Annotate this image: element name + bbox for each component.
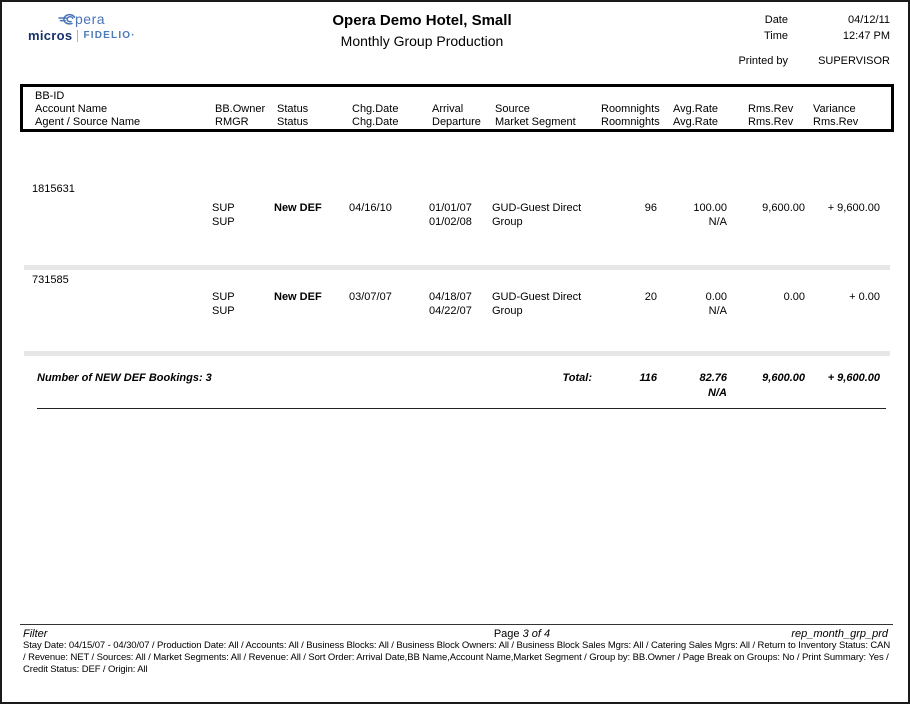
status-value: New DEF	[274, 291, 322, 303]
report-subtitle: Monthly Group Production	[340, 33, 504, 49]
fidelio-wordmark: FIDELIO·	[83, 30, 136, 41]
col-rms-rev-2: Rms.Rev	[748, 116, 794, 128]
col-status: Status	[277, 103, 309, 115]
col-rmgr: RMGR	[215, 116, 249, 128]
title-block	[142, 12, 702, 49]
total-roomnights: 116	[639, 372, 657, 384]
total-avg-rate-na: N/A	[708, 387, 727, 399]
col-avg-rate: Avg.Rate	[673, 103, 719, 115]
chg-date-value: 03/07/07	[349, 291, 392, 303]
variance-value: + 9,600.00	[827, 202, 880, 214]
col-roomnights-2: Roomnights	[601, 116, 660, 128]
col-chg-date: Chg.Date	[352, 103, 399, 115]
page-number	[382, 628, 662, 640]
report-meta	[682, 14, 890, 67]
footer-rule	[20, 624, 893, 625]
bookings-count-text: Number of NEW DEF Bookings: 3	[37, 372, 212, 384]
col-variance-rms-rev: Rms.Rev	[813, 116, 859, 128]
printed-by-label: Printed by	[738, 55, 788, 67]
date-value: 04/12/11	[847, 14, 890, 26]
booking-row-line2	[32, 216, 880, 229]
rms-rev-value: 9,600.00	[762, 202, 805, 214]
page-value: 3 of 4	[522, 628, 551, 640]
booking-row	[32, 291, 880, 304]
summary-separator-bar	[24, 351, 890, 356]
col-market-segment: Market Segment	[495, 116, 576, 128]
total-avg-rate: 82.76	[699, 372, 727, 384]
avg-rate-na: N/A	[708, 305, 727, 317]
date-time-block	[682, 14, 890, 42]
logo-divider	[77, 30, 78, 42]
col-roomnights: Roomnights	[601, 103, 660, 115]
bb-id-value: 731585	[32, 274, 69, 286]
col-rms-rev: Rms.Rev	[748, 103, 794, 115]
summary-row	[32, 372, 880, 385]
opera-logo	[58, 11, 136, 27]
chg-date-value: 04/16/10	[349, 202, 392, 214]
market-segment-value: Group	[492, 305, 523, 317]
col-bb-id: BB-ID	[35, 90, 65, 102]
report-title: Opera Demo Hotel, Small	[332, 12, 512, 29]
col-variance: Variance	[813, 103, 856, 115]
printed-by-value: SUPERVISOR	[818, 55, 890, 67]
source-value: GUD-Guest Direct	[492, 291, 582, 303]
avg-rate-na: N/A	[708, 216, 727, 228]
total-rms-rev: 9,600.00	[762, 372, 805, 384]
rmgr-value: SUP	[212, 216, 235, 228]
variance-value: + 0.00	[849, 291, 880, 303]
filter-text-line: Credit Status: DEF / Origin: All	[23, 664, 148, 675]
booking-row	[32, 202, 880, 215]
arrival-value: 04/18/07	[429, 291, 472, 303]
col-avg-rate-2: Avg.Rate	[673, 116, 719, 128]
col-account-name: Account Name	[35, 103, 108, 115]
time-value: 12:47 PM	[842, 30, 890, 42]
roomnights-value: 20	[644, 291, 657, 303]
time-label: Time	[763, 30, 788, 42]
rms-rev-value: 0.00	[783, 291, 805, 303]
col-bb-owner: BB.Owner	[215, 103, 266, 115]
table-header-row-3	[23, 116, 891, 129]
market-segment-value: Group	[492, 216, 523, 228]
page-label: Page	[493, 628, 520, 640]
col-status-2: Status	[277, 116, 309, 128]
col-departure: Departure	[432, 116, 481, 128]
booking-row-line2	[32, 305, 880, 318]
filter-label: Filter	[23, 628, 48, 640]
col-agent-source-name: Agent / Source Name	[35, 116, 141, 128]
filter-text-line: / Revenue: NET / Sources: All / Market Segments: All / Revenue: All / Sort Order: Arrival Date,BB Name,Account Name,Market Segment / Group by: BB.Owner / Page Break on Groups: No / Print Summary: Yes /	[23, 652, 889, 663]
table-header-box	[20, 84, 894, 132]
arrival-value: 01/01/07	[429, 202, 472, 214]
summary-row-line2	[32, 387, 880, 400]
booking-group-id	[32, 274, 880, 287]
printed-by-block	[682, 55, 890, 67]
brand-logo	[28, 11, 136, 43]
avg-rate-value: 100.00	[693, 202, 727, 214]
micros-wordmark: micros	[28, 28, 73, 43]
table-header-row-1	[23, 90, 891, 103]
total-label: Total:	[562, 372, 592, 384]
owner-value: SUP	[212, 202, 235, 214]
opera-wordmark: pera	[75, 11, 106, 27]
group-separator-bar	[24, 265, 890, 270]
booking-group-id	[32, 183, 880, 196]
rmgr-value: SUP	[212, 305, 235, 317]
roomnights-value: 96	[644, 202, 657, 214]
bb-id-value: 1815631	[32, 183, 75, 195]
col-arrival: Arrival	[432, 103, 464, 115]
table-header-row-2	[23, 103, 891, 116]
departure-value: 01/02/08	[429, 216, 472, 228]
report-id: rep_month_grp_prd	[791, 628, 888, 640]
avg-rate-value: 0.00	[705, 291, 727, 303]
status-value: New DEF	[274, 202, 322, 214]
departure-value: 04/22/07	[429, 305, 472, 317]
filter-text-line: Stay Date: 04/15/07 - 04/30/07 / Production Date: All / Accounts: All / Business Blocks: All / Business Block Owners: All / Business Block Sales Mgrs: All / Catering Sales Mgrs: All / Return to Inventory Status: CAN	[23, 640, 891, 651]
source-value: GUD-Guest Direct	[492, 202, 582, 214]
micros-fidelio-logo	[28, 28, 136, 43]
col-source: Source	[495, 103, 530, 115]
date-label: Date	[764, 14, 788, 26]
owner-value: SUP	[212, 291, 235, 303]
total-variance: + 9,600.00	[827, 372, 880, 384]
summary-underline	[37, 408, 886, 409]
col-chg-date-2: Chg.Date	[352, 116, 399, 128]
